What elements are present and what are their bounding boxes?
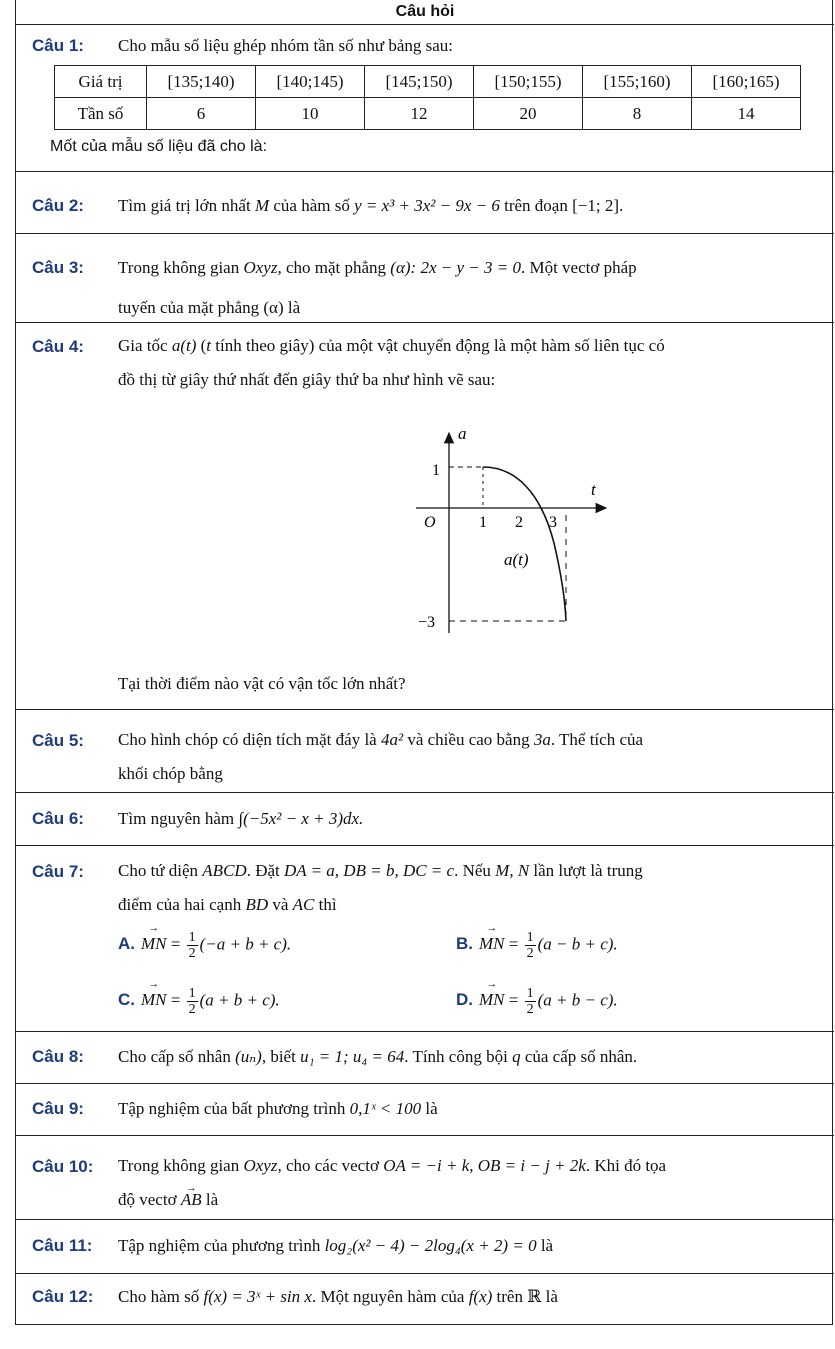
- y-tick-label: 1: [432, 462, 440, 479]
- question-9-label: Câu 9:: [32, 1099, 84, 1118]
- question-11: [16, 1220, 834, 1274]
- question-8: [16, 1032, 834, 1084]
- question-7-line-1: Cho tứ diện ABCD. Đặt DA = a, DB = b, DC = c. Nếu M, N lần lượt là trung: [118, 861, 643, 880]
- question-4-prompt: Tại thời điểm nào vật có vận tốc lớn nhất?: [118, 674, 406, 693]
- row-label-frequency: Tần số: [55, 98, 147, 130]
- question-7-line-2: điểm của hai cạnh BD và AC thì: [118, 895, 337, 914]
- question-3: [16, 234, 834, 323]
- question-4-line-2: đồ thị từ giây thứ nhất đến giây thứ ba như hình vẽ sau:: [118, 370, 496, 389]
- option-c[interactable]: C.→ MN = $\frac{1}{2}$ (a + b + c).: [118, 986, 280, 1017]
- table-row: [55, 98, 801, 130]
- question-8-text: Cho cấp số nhân (uₙ), biết u₁ = 1; u₄ = 64. Tính công bội q của cấp số nhân.: [118, 1047, 638, 1066]
- page-title: Câu hỏi: [16, 0, 834, 25]
- frequency-cell: 6: [147, 98, 256, 130]
- frequency-cell: 12: [365, 98, 474, 130]
- question-8-label: Câu 8:: [32, 1047, 84, 1066]
- question-5-line-2: khối chóp bằng: [118, 764, 223, 783]
- interval-cell: [160;165): [692, 66, 801, 98]
- row-label-value: Giá trị: [55, 66, 147, 98]
- question-9-text: Tập nghiệm của bất phương trình 0,1ˣ < 100 là: [118, 1099, 438, 1118]
- axis-label-t: t: [591, 480, 596, 499]
- question-6: [16, 793, 834, 846]
- question-10-line-2: độ vectơ → AB là: [118, 1183, 824, 1217]
- question-6-label: Câu 6:: [32, 809, 84, 828]
- question-4-line-1: Gia tốc a(t) (t tính theo giây) của một vật chuyển động là một hàm số liên tục có: [118, 336, 665, 355]
- frequency-table: [54, 65, 801, 130]
- curve-a-t: [483, 467, 566, 621]
- y-tick-label: −3: [418, 614, 436, 631]
- question-1: [16, 25, 834, 172]
- question-1-prompt: Mốt của mẫu số liệu đã cho là:: [50, 138, 268, 155]
- question-12-text: Cho hàm số f(x) = 3ˣ + sin x. Một nguyên hàm của f(x) trên ℝ là: [118, 1287, 558, 1306]
- curve-label: a(t): [504, 550, 529, 569]
- question-12-label: Câu 12:: [32, 1287, 94, 1306]
- question-10: [16, 1136, 834, 1220]
- question-2-text: Tìm giá trị lớn nhất M của hàm số y = x³ + 3x² − 9x − 6 trên đoạn [−1; 2].: [118, 196, 624, 215]
- question-11-label: Câu 11:: [32, 1236, 93, 1255]
- question-5: [16, 710, 834, 793]
- question-10-label: Câu 10:: [32, 1157, 94, 1176]
- question-3-label: Câu 3:: [32, 258, 84, 277]
- origin-label: O: [424, 514, 436, 531]
- question-5-label: Câu 5:: [32, 731, 84, 750]
- interval-cell: [150;155): [474, 66, 583, 98]
- option-b[interactable]: B.→ MN = $\frac{1}{2}$ (a − b + c).: [456, 930, 618, 961]
- frequency-cell: 20: [474, 98, 583, 130]
- question-9: [16, 1084, 834, 1136]
- question-2: [16, 172, 834, 234]
- question-1-text: Cho mẫu số liệu ghép nhóm tần số như bảng sau:: [118, 36, 454, 55]
- question-3-line-2: tuyến của mặt phẳng (α) là: [118, 298, 301, 317]
- acceleration-graph: [396, 423, 616, 643]
- frequency-cell: 10: [256, 98, 365, 130]
- interval-cell: [140;145): [256, 66, 365, 98]
- x-tick-label: 1: [479, 514, 487, 531]
- frequency-cell: 8: [583, 98, 692, 130]
- question-10-line-1: Trong không gian Oxyz, cho các vectơ OA = −i + k, OB = i − j + 2k. Khi đó tọa: [118, 1156, 667, 1175]
- frequency-cell: 14: [692, 98, 801, 130]
- question-sheet: [15, 0, 833, 1325]
- axis-label-a: a: [458, 424, 467, 443]
- question-12: [16, 1274, 834, 1324]
- option-d[interactable]: D.→ MN = $\frac{1}{2}$ (a + b − c).: [456, 986, 618, 1017]
- x-tick-label: 3: [549, 514, 557, 531]
- table-row: [55, 66, 801, 98]
- question-6-text: Tìm nguyên hàm ∫(−5x² − x + 3)dx.: [118, 809, 364, 828]
- x-tick-label: 2: [515, 514, 523, 531]
- question-4: [16, 323, 834, 710]
- option-a[interactable]: A.→ MN = $\frac{1}{2}$ (−a + b + c).: [118, 930, 291, 961]
- question-5-line-1: Cho hình chóp có diện tích mặt đáy là 4a² và chiều cao bằng 3a. Thể tích của: [118, 730, 644, 749]
- question-3-line-1: Trong không gian Oxyz, cho mặt phẳng (α): 2x − y − 3 = 0. Một vectơ pháp: [118, 258, 637, 277]
- question-2-label: Câu 2:: [32, 196, 84, 215]
- interval-cell: [155;160): [583, 66, 692, 98]
- question-4-label: Câu 4:: [32, 337, 84, 356]
- question-7: [16, 846, 834, 1032]
- interval-cell: [135;140): [147, 66, 256, 98]
- question-11-text: Tập nghiệm của phương trình log₂(x² − 4) − 2log₄(x + 2) = 0 là: [118, 1236, 554, 1255]
- interval-cell: [145;150): [365, 66, 474, 98]
- question-1-label: Câu 1:: [32, 36, 84, 55]
- question-7-label: Câu 7:: [32, 862, 84, 881]
